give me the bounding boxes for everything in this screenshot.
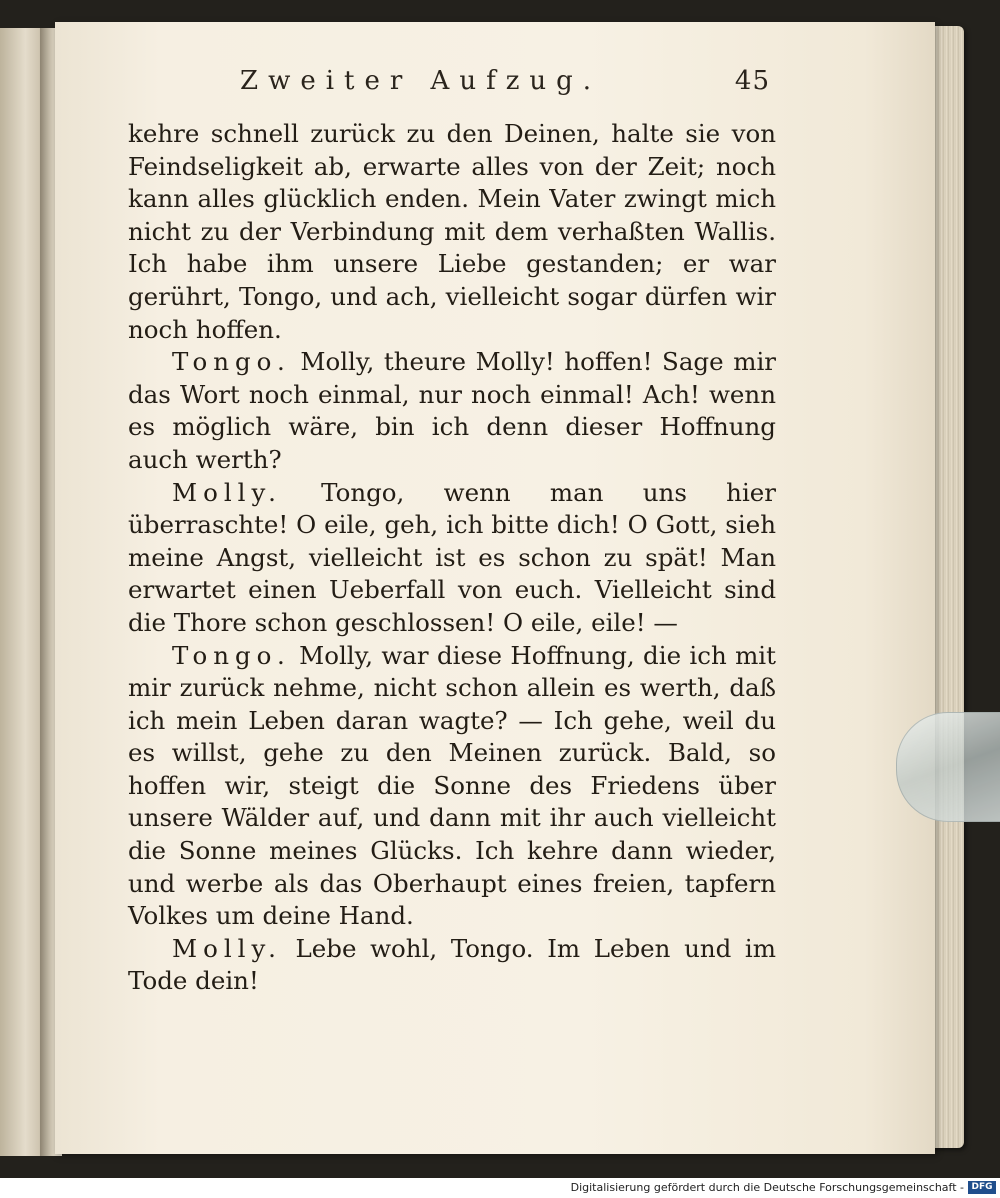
speech-text: Tongo, wenn man uns hier überraschte! O eile, geh, ich bitte dich! O Gott, sieh meine Angst, vielleicht ist es schon zu spät! Man erwartet einen Ueberfall von euch. Vielleicht sind die Thore schon geschlossen! O eile, eile! —	[128, 477, 776, 637]
page-clip	[896, 712, 1000, 822]
paragraph	[128, 346, 776, 476]
speaker-name: Tongo.	[172, 347, 291, 377]
paragraph: kehre schnell zurück zu den Deinen, halte sie von Feindseligkeit ab, erwarte alles von der Zeit; noch kann alles glücklich enden. Mein Vater zwingt mich nicht zu der Verbindung mit dem verhaßten Wallis. Ich habe ihm unsere Liebe gestanden; er war gerührt, Tongo, und ach, vielleicht sogar dürfen wir noch hoffen.	[128, 119, 776, 344]
speech-text: Molly, war diese Hoffnung, die ich mit mir zurück nehme, nicht schon allein es werth, daß ich mein Leben daran wagte? — Ich gehe, weil du es willst, gehe zu den Meinen zurück. Bald, so hoffen wir, steigt die Sonne des Friedens über unsere Wälder auf, und dann mit ihr auch vielleicht die Sonne meines Glücks. Ich kehre dann wieder, und werbe als das Oberhaupt eines freien, tapfern Volkes um deine Hand.	[128, 640, 776, 931]
funding-credit: Digitalisierung gefördert durch die Deutsche Forschungsgemeinschaft -	[570, 1181, 964, 1194]
paragraph	[128, 933, 776, 998]
page-number: 45	[734, 66, 770, 96]
speech-text: Lebe wohl, Tongo. Im Leben und im Tode dein!	[128, 933, 776, 996]
paragraph	[128, 477, 776, 640]
speech-text: Molly, theure Molly! hoffen! Sage mir das Wort noch einmal, nur noch einmal! Ach! wenn es möglich wäre, bin ich denn dieser Hoffnung auch werth?	[128, 347, 776, 474]
dfg-logo-icon: DFG	[968, 1181, 996, 1194]
page-stack-edge	[930, 26, 964, 1148]
page-header	[200, 66, 770, 100]
speaker-name: Tongo.	[172, 640, 291, 670]
page-text	[128, 118, 776, 998]
footer-bar	[0, 1178, 1000, 1198]
speaker-name: Molly.	[172, 933, 282, 963]
paragraph	[128, 640, 776, 933]
speaker-name: Molly.	[172, 477, 282, 507]
running-head: Zweiter Aufzug.	[240, 66, 602, 96]
